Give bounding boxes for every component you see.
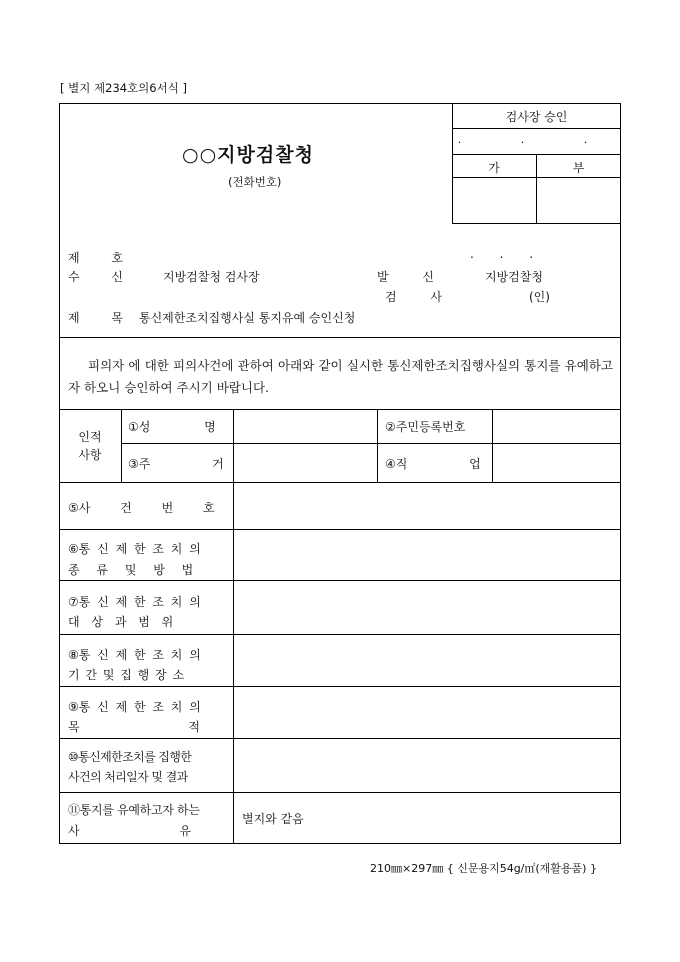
case-number-field[interactable] [234, 483, 620, 529]
result-label-2: 사건의 처리일자 및 결과 [68, 770, 188, 784]
address-field[interactable] [234, 444, 377, 482]
scope-label-1: ⑦통 신 제 한 조 치 의 [68, 595, 201, 609]
scope-field[interactable] [234, 581, 620, 634]
approval-title: 검사장 승인 [505, 110, 568, 124]
job-label: ④직 업 [385, 457, 481, 471]
sender-label: 발 신 [377, 270, 434, 284]
paper-spec-footer: 210㎜×297㎜ { 신문용지54g/㎡(재활용품) } [370, 862, 597, 875]
purpose-label-1: ⑨통 신 제 한 조 치 의 [68, 700, 201, 714]
period-label-1: ⑧통 신 제 한 조 치 의 [68, 648, 201, 662]
agency-title: ○○지방검찰청 [182, 144, 314, 166]
request-body-text: 피의자 에 대한 피의사건에 관하여 아래와 같이 실시한 통신제한조치집행사실의 통지를 유예하고자 하오니 승인하여 주시기 바랍니다. [68, 358, 613, 395]
approval-line-1 [452, 128, 621, 129]
reason-label-1: ⑪통지를 유예하고자 하는 [68, 803, 200, 817]
case-number-label: ⑤사 건 번 호 [68, 501, 215, 515]
phone-label: (전화번호) [228, 175, 282, 189]
name-field[interactable] [234, 410, 377, 443]
approval-box-bottom [452, 223, 621, 224]
header-separator [59, 337, 621, 338]
form-reference: [ 별지 제234호의6서식 ] [60, 81, 187, 95]
resident-no-field[interactable] [493, 410, 620, 443]
personal-section-label-2: 사항 [78, 448, 102, 462]
reason-value[interactable]: 별지와 같음 [242, 812, 304, 826]
reason-label-2: 사 유 [68, 824, 191, 838]
subject-label: 제 목 [68, 311, 123, 325]
number-label: 제 호 [68, 251, 123, 265]
result-field[interactable] [234, 739, 620, 792]
sender-value: 지방검찰청 [485, 270, 543, 284]
method-label-1: ⑥통 신 제 한 조 치 의 [68, 542, 201, 556]
header-date: . . . [470, 247, 534, 261]
recipient-value: 지방검찰청 검사장 [163, 270, 260, 284]
personal-col-3 [377, 409, 378, 482]
prosecutor-label: 검 사 [385, 290, 442, 304]
recipient-label: 수 신 [68, 270, 123, 284]
period-field[interactable] [234, 635, 620, 686]
personal-section-label-1: 인적 [78, 430, 102, 444]
approve-signature-box[interactable] [453, 178, 535, 222]
method-label-2: 종 류 및 방 법 [68, 563, 194, 577]
scope-label-2: 대 상 과 범 위 [68, 615, 174, 629]
result-label-1: ⑩통신제한조치를 집행한 [68, 750, 192, 764]
subject-value: 통신제한조치집행사실 통지유예 승인신청 [139, 311, 356, 325]
approval-date: . . . [457, 133, 616, 146]
seal-mark: (인) [529, 290, 550, 304]
period-label-2: 기 간 및 집 행 장 소 [68, 668, 185, 682]
name-label: ①성 명 [128, 420, 216, 434]
address-label: ③주 거 [128, 457, 224, 471]
purpose-field[interactable] [234, 687, 620, 738]
reject-label: 부 [572, 161, 585, 175]
row-line-6 [59, 792, 621, 793]
method-field[interactable] [234, 530, 620, 580]
reject-signature-box[interactable] [537, 178, 620, 222]
approve-label: 가 [488, 161, 500, 175]
personal-col-1 [121, 409, 122, 482]
job-field[interactable] [493, 444, 620, 482]
resident-no-label: ②주민등록번호 [385, 420, 466, 434]
purpose-label-2: 목 적 [68, 720, 200, 734]
